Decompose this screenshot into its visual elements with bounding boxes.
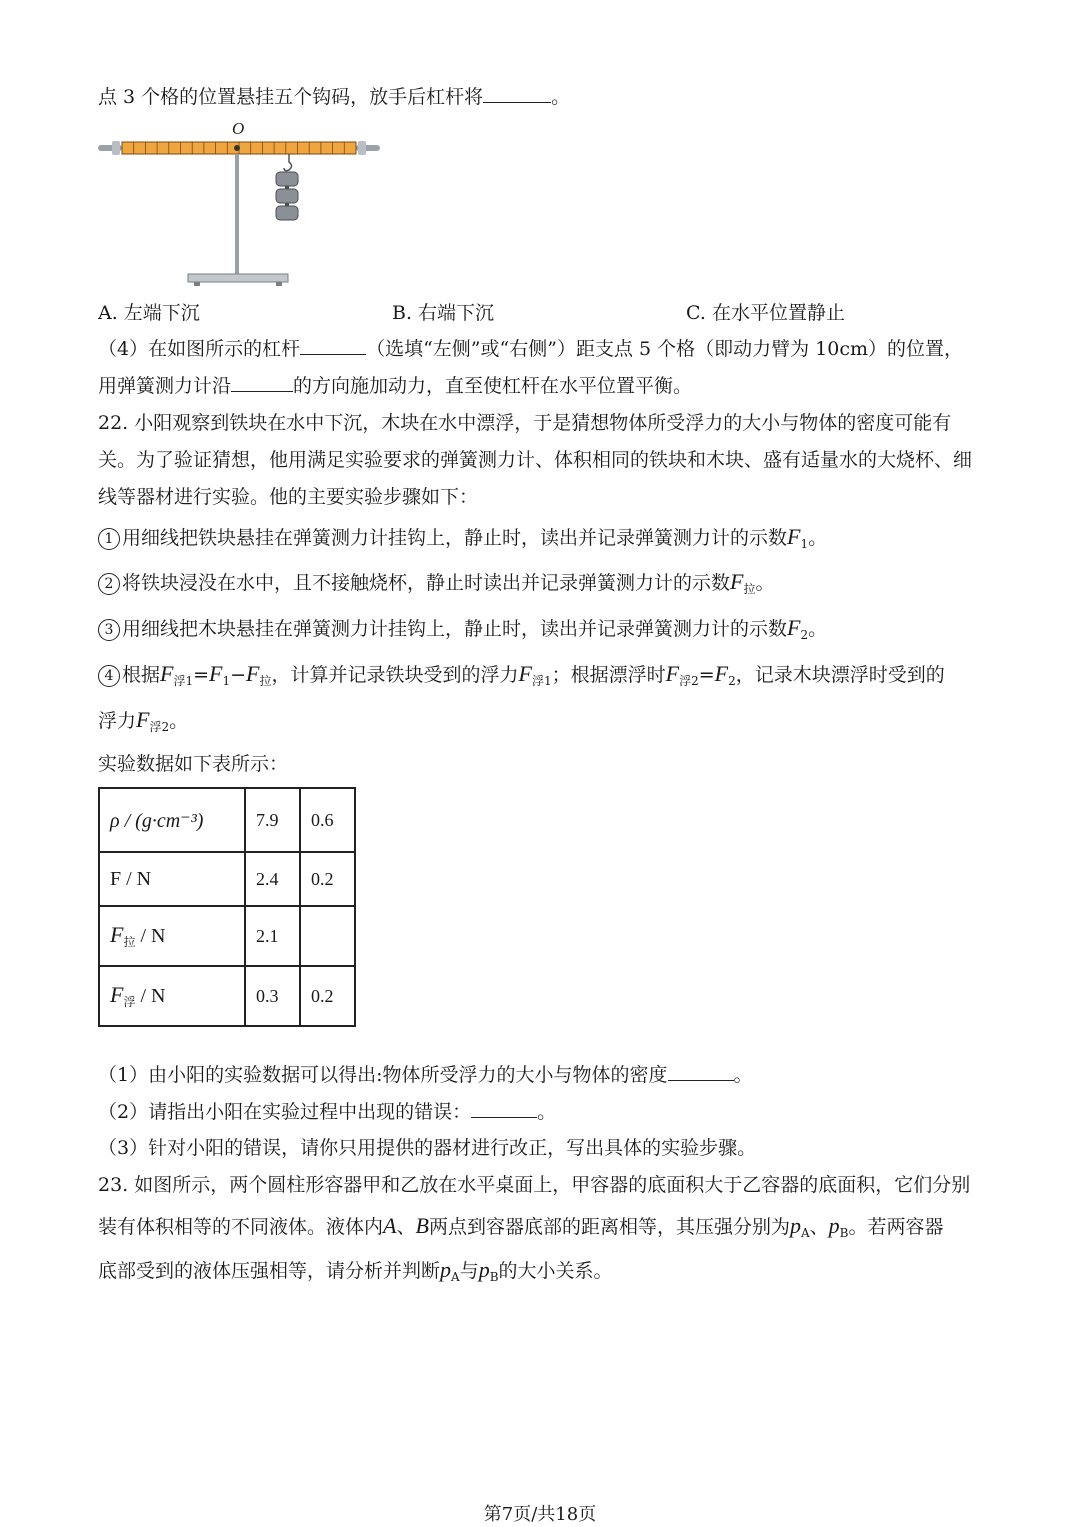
data-table xyxy=(98,787,356,1027)
circled-number: 1 xyxy=(98,528,120,550)
answer-blank xyxy=(483,84,551,103)
q22-line: 22. 小阳观察到铁块在水中下沉，木块在水中漂浮，于是猜想物体所受浮力的大小与物体的密度可能有 xyxy=(98,412,952,434)
stand-base xyxy=(188,274,288,282)
q23-line1: 23. 如图所示，两个圆柱形容器甲和乙放在水平桌面上，甲容器的底面积大于乙容器的底面积，它们分别 xyxy=(98,1174,971,1196)
step-4-cont: 浮力$F_{浮2}$。 xyxy=(98,707,189,734)
q21-part4-line1: （4）在如图所示的杠杆 （选填“左侧”或“右侧”）距支点 5 个格（即动力臂为 10cm）的位置， xyxy=(98,338,963,360)
table-row xyxy=(99,788,355,852)
step-2: 2 将铁块浸没在水中，且不接触烧杯，静止时读出并记录弹簧测力计的示数$F_拉$。 xyxy=(98,570,775,601)
q22-line: 关。为了验证猜想，他用满足实验要求的弹簧测力计、体积相同的铁块和木块、盛有适量水的大烧杯、细 xyxy=(98,449,973,471)
q21-part4-line2: 用弹簧测力计沿 的方向施加动力，直至使杠杆在水平位置平衡。 xyxy=(98,375,693,397)
q23-line2: 装有体积相等的不同液体。液体内A、B两点到容器底部的距离相等，其压强分别为$p_A$、$p_B$。若两容器 xyxy=(98,1213,944,1240)
circled-number: 3 xyxy=(98,619,120,641)
q23-line3: 底部受到的液体压强相等，请分析并判断$p_A$与$p_B$的大小关系。 xyxy=(98,1257,613,1284)
table-row xyxy=(99,906,355,966)
row-header: F / N xyxy=(99,852,245,906)
row-header: ρ / (g·cm⁻³) xyxy=(99,788,245,852)
cell: 0.2 xyxy=(300,966,355,1026)
cell: 0.6 xyxy=(300,788,355,852)
pivot-label: O xyxy=(232,119,245,138)
cell: 2.4 xyxy=(245,852,300,906)
q22-sub3: （3）针对小阳的错误，请你只用提供的器材进行改正，写出具体的实验步骤。 xyxy=(98,1137,757,1159)
cell: 7.9 xyxy=(245,788,300,852)
hook-icon xyxy=(284,154,292,171)
table-row xyxy=(99,852,355,906)
circled-number: 4 xyxy=(98,665,120,687)
lever-figure xyxy=(98,118,380,290)
answer-blank xyxy=(668,1062,734,1081)
cell: 0.2 xyxy=(300,852,355,906)
q22-sub1: （1）由小阳的实验数据可以得出:物体所受浮力的大小与物体的密度 。 xyxy=(98,1064,753,1086)
stand-pole xyxy=(235,154,239,274)
answer-blank xyxy=(471,1099,537,1118)
pivot-point xyxy=(234,145,240,151)
circled-number: 2 xyxy=(98,573,120,595)
answer-blank xyxy=(300,336,366,355)
step-1: 1 用细线把铁块悬挂在弹簧测力计挂钩上，静止时，读出并记录弹簧测力计的示数$F_1$。 xyxy=(98,525,827,556)
hook-weights xyxy=(276,172,298,220)
q22-sub2: （2）请指出小阳在实验过程中出现的错误： 。 xyxy=(98,1101,557,1123)
step-3: 3 用细线把木块悬挂在弹簧测力计挂钩上，静止时，读出并记录弹簧测力计的示数$F_2$。 xyxy=(98,616,827,647)
page-footer: 第7页/共18页 xyxy=(483,1504,597,1525)
row-header: $F_拉$ / N xyxy=(99,906,245,966)
cell xyxy=(300,906,355,966)
option-a: A. 左端下沉 xyxy=(98,302,200,324)
cell: 2.1 xyxy=(245,906,300,966)
q21-text-line: 点 3 个格的位置悬挂五个钩码，放手后杠杆将 。 xyxy=(98,86,571,108)
option-c: C. 在水平位置静止 xyxy=(686,302,845,324)
step-4: 4 根据$F_{浮1}=F_1-F_拉$，计算并记录铁块受到的浮力$F_{浮1}$；根据漂浮时$F_{浮2}=F_2$，记录木块漂浮时受到的 xyxy=(98,662,945,693)
table-row xyxy=(99,966,355,1026)
q22-line: 线等器材进行实验。他的主要实验步骤如下： xyxy=(98,486,479,508)
answer-blank xyxy=(231,373,293,392)
cell: 0.3 xyxy=(245,966,300,1026)
table-intro: 实验数据如下表所示： xyxy=(98,753,289,775)
row-header: $F_浮$ / N xyxy=(99,966,245,1026)
option-b: B. 右端下沉 xyxy=(392,302,495,324)
